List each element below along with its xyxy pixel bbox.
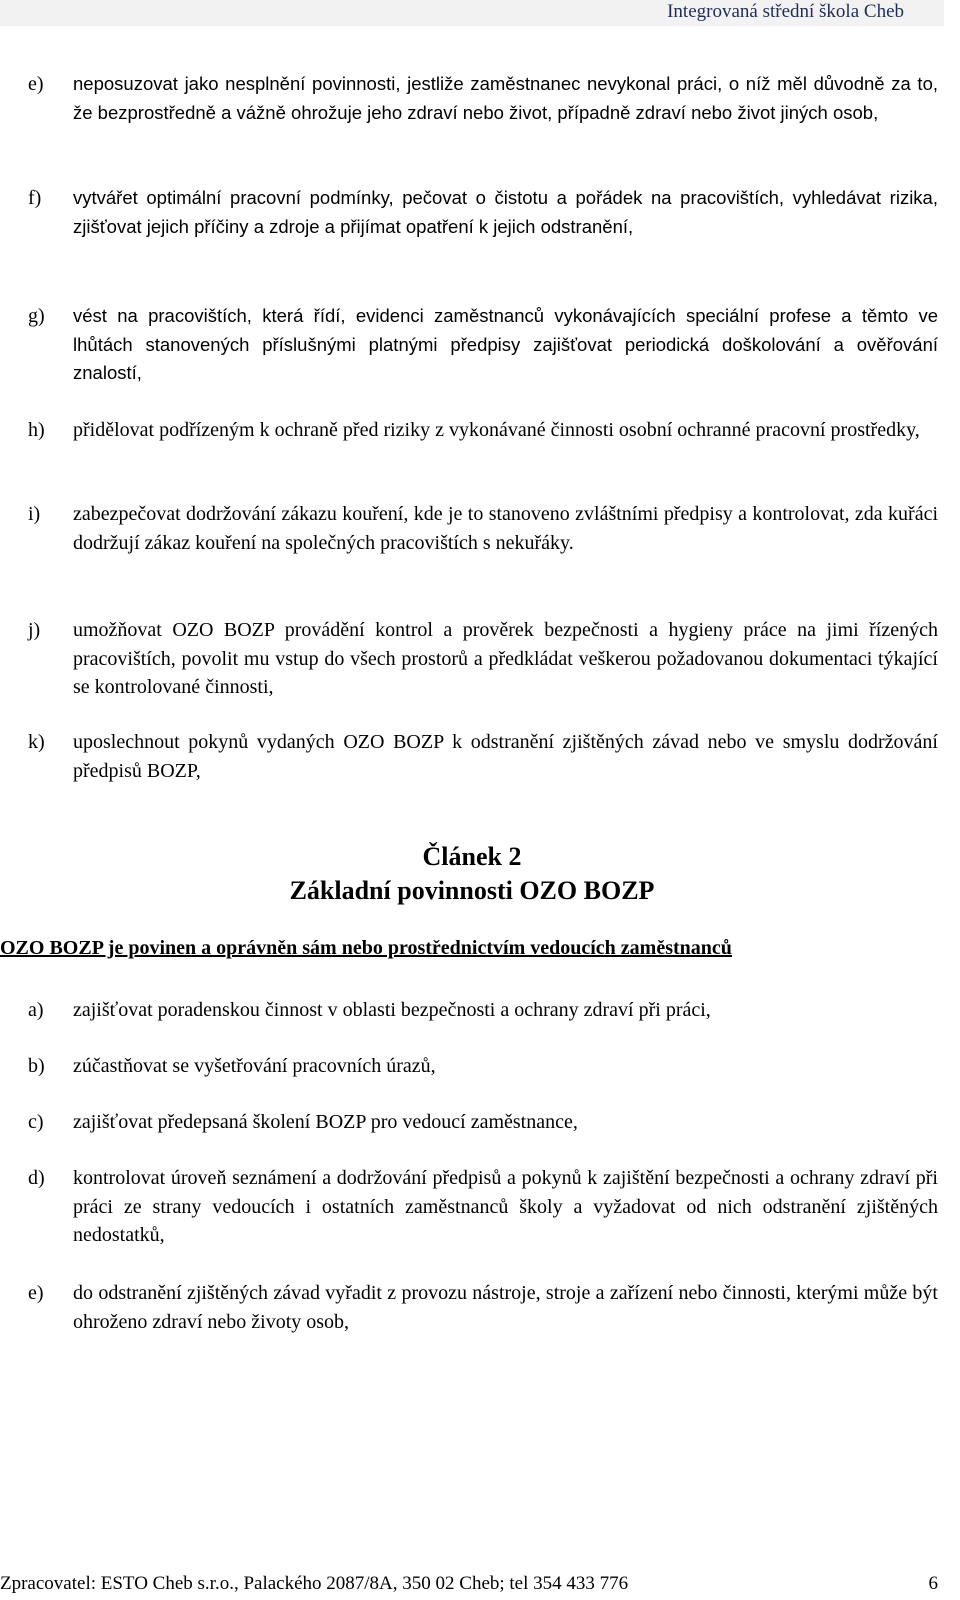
item-letter: h)	[28, 419, 45, 441]
item-text: zajišťovat předepsaná školení BOZP pro vedoucí zaměstnance,	[73, 1111, 578, 1133]
page-header	[0, 0, 944, 26]
item-letter: k)	[28, 731, 45, 753]
item-text: přidělovat podřízeným k ochraně před riziky z vykonávané činnosti osobní ochranné pracovní prostředky,	[73, 419, 920, 441]
article-number: Článek 2	[422, 842, 522, 871]
item-text: umožňovat OZO BOZP provádění kontrol a prověrek bezpečnosti a hygieny práce na jimi řízených pracovištích, povolit mu vstup do všech prostorů a předkládat veškerou požadovanou dokumentaci týkající se kontrolované činnosti,	[73, 619, 938, 698]
item-text: zúčastňovat se vyšetřování pracovních úrazů,	[73, 1055, 436, 1077]
item-text: vytvářet optimální pracovní podmínky, pečovat o čistotu a pořádek na pracovištích, vyhledávat rizika, zjišťovat jejich příčiny a zdroje a přijímat opatření k jejich odstranění,	[73, 187, 938, 237]
item-letter: c)	[28, 1111, 44, 1133]
page-number: 6	[928, 1573, 938, 1594]
footer-contact: Zpracovatel: ESTO Cheb s.r.o., Palackého 2087/8A, 350 02 Cheb; tel 354 433 776	[0, 1573, 629, 1594]
article-intro: OZO BOZP je povinen a oprávněn sám nebo prostřednictvím vedoucích zaměstnanců	[0, 937, 732, 959]
item-letter: d)	[28, 1167, 45, 1189]
item-text: vést na pracovištích, která řídí, evidenci zaměstnanců vykonávajících speciální profese a těmto ve lhůtách stanovených příslušnými platnými předpisy zajišťovat periodická doškolování a ověřování znalostí,	[73, 305, 938, 383]
item-text: do odstranění zjištěných závad vyřadit z provozu nástroje, stroje a zařízení nebo činnosti, kterými může být ohroženo zdraví nebo životy osob,	[73, 1282, 938, 1333]
item-letter: b)	[28, 1055, 45, 1077]
article-title: Základní povinnosti OZO BOZP	[289, 876, 655, 905]
item-letter: a)	[28, 999, 44, 1021]
school-name: Integrovaná střední škola Cheb	[667, 1, 904, 22]
item-text: neposuzovat jako nesplnění povinnosti, jestliže zaměstnanec nevykonal práci, o níž měl důvodně za to, že bezprostředně a vážně ohrožuje jeho zdraví nebo život, případně zdraví nebo život jiných osob,	[73, 73, 938, 123]
item-text: zabezpečovat dodržování zákazu kouření, kde je to stanoveno zvláštními předpisy a kontrolovat, zda kuřáci dodržují zákaz kouření na společných pracovištích s nekuřáky.	[73, 503, 938, 554]
item-text: zajišťovat poradenskou činnost v oblasti bezpečnosti a ochrany zdraví při práci,	[73, 999, 711, 1021]
item-letter: i)	[28, 503, 41, 525]
item-letter: e)	[28, 1282, 44, 1304]
item-letter: g)	[28, 305, 45, 327]
item-letter: f)	[28, 187, 42, 209]
item-text: kontrolovat úroveň seznámení a dodržování předpisů a pokynů k zajištění bezpečnosti a ochrany zdraví při práci ze strany vedoucích i ostatních zaměstnanců školy a vyžadovat od nich odstranění zjištěných nedostatků,	[73, 1167, 938, 1246]
item-letter: j)	[28, 619, 41, 641]
item-letter: e)	[28, 73, 44, 95]
item-text: uposlechnout pokynů vydaných OZO BOZP k odstranění zjištěných závad nebo ve smyslu dodržování předpisů BOZP,	[73, 731, 938, 782]
